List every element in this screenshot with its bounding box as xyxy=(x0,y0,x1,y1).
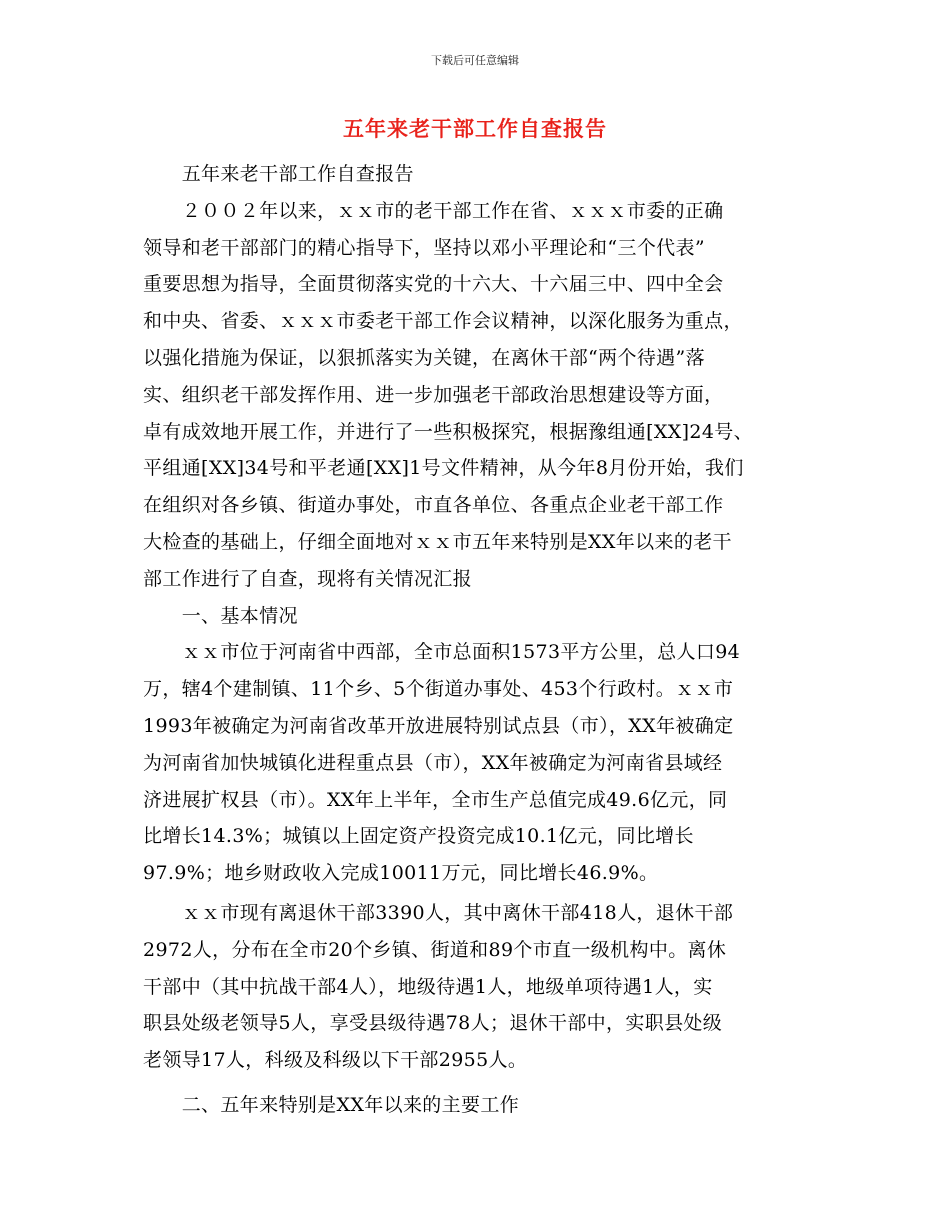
body-line: ２００２年以来，ｘｘ市的老干部工作在省、ｘｘｘ市委的正确 xyxy=(143,199,724,222)
body-line: 五年来老干部工作自查报告 xyxy=(143,163,414,185)
body-line: 和中央、省委、ｘｘｘ市委老干部工作会议精神，以深化服务为重点， xyxy=(143,310,743,333)
document-title: 五年来老干部工作自查报告 xyxy=(343,116,607,141)
body-line: 领导和老干部部门的精心指导下，坚持以邓小平理论和“三个代表” xyxy=(143,236,705,259)
section-heading: 一、基本情况 xyxy=(143,604,298,627)
body-line: 济进展扩权县（市）。XX年上半年，全市生产总值完成49.6亿元，同 xyxy=(143,788,728,811)
body-line: 在组织对各乡镇、街道办事处，市直各单位、各重点企业老干部工作 xyxy=(143,494,724,517)
body-line: 万，辖4个建制镇、11个乡、5个街道办事处、453个行政村。ｘｘ市 xyxy=(143,678,734,701)
body-line: 实、组织老干部发挥作用、进一步加强老干部政治思想建设等方面， xyxy=(143,383,724,406)
body-line: 老领导17人，科级及科级以下干部2955人。 xyxy=(143,1049,528,1072)
body-line: 重要思想为指导，全面贯彻落实党的十六大、十六届三中、四中全会 xyxy=(143,273,724,296)
body-line: 卓有成效地开展工作，并进行了一些积极探究，根据豫组通[XX]24号、 xyxy=(143,420,753,443)
body-line: ｘｘ市位于河南省中西部，全市总面积1573平方公里，总人口94 xyxy=(143,641,741,664)
header-note: 下载后可任意编辑 xyxy=(431,54,519,67)
body-line: 97.9%；地乡财政收入完成10011万元，同比增长46.9%。 xyxy=(143,862,659,885)
body-line: 以强化措施为保证，以狠抓落实为关键，在离休干部“两个待遇”落 xyxy=(143,346,705,369)
body-line: 1993年被确定为河南省改革开放进展特别试点县（市），XX年被确定 xyxy=(143,714,734,737)
body-line: ｘｘ市现有离退休干部3390人，其中离休干部418人，退休干部 xyxy=(143,901,734,924)
body-line: 部工作进行了自查，现将有关情况汇报 xyxy=(143,567,472,590)
body-line: 平组通[XX]34号和平老通[XX]1号文件精神，从今年8月份开始，我们 xyxy=(143,457,744,480)
body-line: 职县处级老领导5人，享受县级待遇78人；退休干部中，实职县处级 xyxy=(143,1012,723,1035)
section-heading: 二、五年来特别是XX年以来的主要工作 xyxy=(143,1093,520,1116)
body-line: 2972人，分布在全市20个乡镇、街道和89个市直一级机构中。离休 xyxy=(143,938,727,961)
body-line: 干部中（其中抗战干部4人），地级待遇1人，地级单项待遇1人，实 xyxy=(143,975,713,998)
body-line: 大检查的基础上，仔细全面地对ｘｘ市五年来特别是XX年以来的老干 xyxy=(143,530,732,553)
body-line: 比增长14.3%；城镇以上固定资产投资完成10.1亿元，同比增长 xyxy=(143,825,694,848)
body-line: 为河南省加快城镇化进程重点县（市），XX年被确定为河南省县域经 xyxy=(143,751,723,774)
document-body xyxy=(143,156,823,1124)
